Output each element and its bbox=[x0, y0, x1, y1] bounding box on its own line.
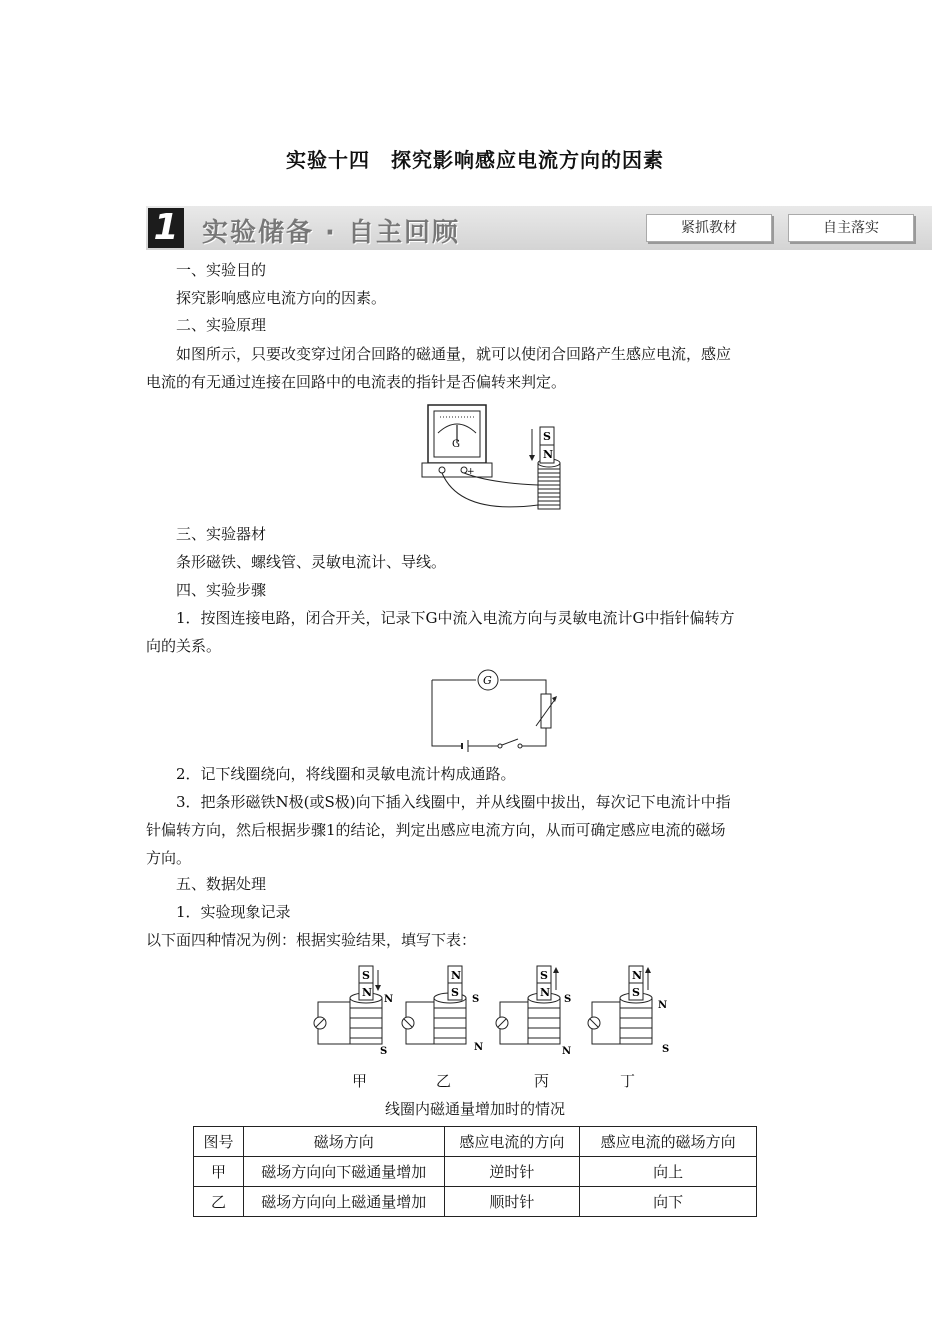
heading-principle: 二、实验原理 bbox=[176, 316, 267, 334]
table-cell: 顺时针 bbox=[444, 1187, 580, 1217]
text-step3-1: 3．把条形磁铁N极(或S极)向下插入线圈中，并从线圈中拔出，每次记下电流计中指 bbox=[176, 793, 731, 811]
text-purpose: 探究影响感应电流方向的因素。 bbox=[176, 289, 387, 307]
table-header-cell: 磁场方向 bbox=[243, 1127, 444, 1157]
case-yi bbox=[402, 966, 483, 1053]
jia-top-label: S bbox=[362, 969, 370, 982]
table-cell: 乙 bbox=[194, 1187, 244, 1217]
case-bing bbox=[496, 966, 571, 1057]
text-step1-1: 1．按图连接电路，闭合开关，记录下G中流入电流方向与灵敏电流计G中指针偏转方 bbox=[176, 609, 735, 627]
text-principle-2: 电流的有无通过连接在回路中的电流表的指针是否偏转来判定。 bbox=[146, 373, 567, 391]
bing-top-label: S bbox=[540, 969, 548, 982]
table-header-cell: 感应电流的方向 bbox=[444, 1127, 580, 1157]
text-step3-2: 针偏转方向，然后根据步骤1的结论，判定出感应电流方向，从而可确定感应电流的磁场 bbox=[146, 821, 726, 839]
section-banner-title: 实验储备 · 自主回顾 bbox=[202, 218, 460, 248]
text-principle-1: 如图所示，只要改变穿过闭合回路的磁通量，就可以使闭合回路产生感应电流，感应 bbox=[176, 345, 732, 363]
jia-bottom-label: N bbox=[362, 986, 373, 999]
circuit-meter-label: G bbox=[483, 674, 492, 687]
heading-steps: 四、实验步骤 bbox=[176, 581, 267, 599]
caption-bing: 丙 bbox=[534, 1072, 550, 1090]
text-step3-3: 方向。 bbox=[146, 849, 192, 867]
ding-side-bottom: S bbox=[662, 1044, 670, 1055]
heading-equipment: 三、实验器材 bbox=[176, 525, 267, 543]
heading-purpose: 一、实验目的 bbox=[176, 261, 267, 279]
table-cell: 向下 bbox=[580, 1187, 757, 1217]
page-title: 实验十四 探究影响感应电流方向的因素 bbox=[286, 148, 664, 172]
tag-textbook: 紧抓教材 bbox=[646, 214, 772, 242]
section-banner bbox=[146, 206, 932, 250]
text-data-sub1: 1．实验现象记录 bbox=[176, 903, 291, 921]
case-jia bbox=[314, 966, 393, 1057]
bing-side-top: S bbox=[564, 994, 572, 1005]
caption-ding: 丁 bbox=[620, 1072, 636, 1090]
table-cell: 磁场方向向上磁通量增加 bbox=[243, 1187, 444, 1217]
table-row bbox=[194, 1187, 757, 1217]
jia-side-top: N bbox=[384, 994, 394, 1005]
yi-side-bottom: N bbox=[474, 1042, 484, 1053]
figure-four-cases bbox=[306, 962, 686, 1058]
ding-top-label: N bbox=[632, 969, 643, 982]
text-step1-2: 向的关系。 bbox=[146, 637, 222, 655]
svg-text:+: + bbox=[467, 467, 475, 477]
table-header-cell: 感应电流的磁场方向 bbox=[580, 1127, 757, 1157]
section-number-badge: 1 bbox=[148, 208, 184, 248]
meter-label: G bbox=[452, 439, 460, 450]
table-cell: 向上 bbox=[580, 1157, 757, 1187]
text-equipment: 条形磁铁、螺线管、灵敏电流计、导线。 bbox=[176, 553, 447, 571]
table-caption: 线圈内磁通量增加时的情况 bbox=[384, 1100, 565, 1118]
yi-top-label: N bbox=[451, 969, 462, 982]
bing-bottom-label: N bbox=[540, 986, 551, 999]
ding-bottom-label: S bbox=[632, 986, 640, 999]
jia-side-bottom: S bbox=[380, 1046, 388, 1057]
table-cell: 逆时针 bbox=[444, 1157, 580, 1187]
bing-side-bottom: N bbox=[562, 1046, 572, 1057]
text-step2: 2．记下线圈绕向，将线圈和灵敏电流计构成通路。 bbox=[176, 765, 516, 783]
table-header-cell: 图号 bbox=[194, 1127, 244, 1157]
case-ding bbox=[588, 966, 669, 1055]
magnet-n-label: N bbox=[543, 448, 554, 461]
table-cell: 磁场方向向下磁通量增加 bbox=[243, 1157, 444, 1187]
ding-side-top: N bbox=[658, 1000, 668, 1011]
yi-bottom-label: S bbox=[451, 986, 459, 999]
table-header-row bbox=[194, 1127, 757, 1157]
magnet-s-label: S bbox=[543, 430, 551, 443]
yi-side-top: S bbox=[472, 994, 480, 1005]
figure-circuit bbox=[428, 666, 558, 754]
caption-jia: 甲 bbox=[352, 1072, 368, 1090]
figure-galvanometer-coil bbox=[420, 403, 580, 515]
text-data-intro: 以下面四种情况为例：根据实验结果，填写下表： bbox=[146, 931, 477, 949]
caption-yi: 乙 bbox=[436, 1072, 452, 1090]
record-table bbox=[193, 1126, 757, 1217]
heading-data: 五、数据处理 bbox=[176, 875, 267, 893]
table-cell: 甲 bbox=[194, 1157, 244, 1187]
tag-self-study: 自主落实 bbox=[788, 214, 914, 242]
table-row bbox=[194, 1157, 757, 1187]
